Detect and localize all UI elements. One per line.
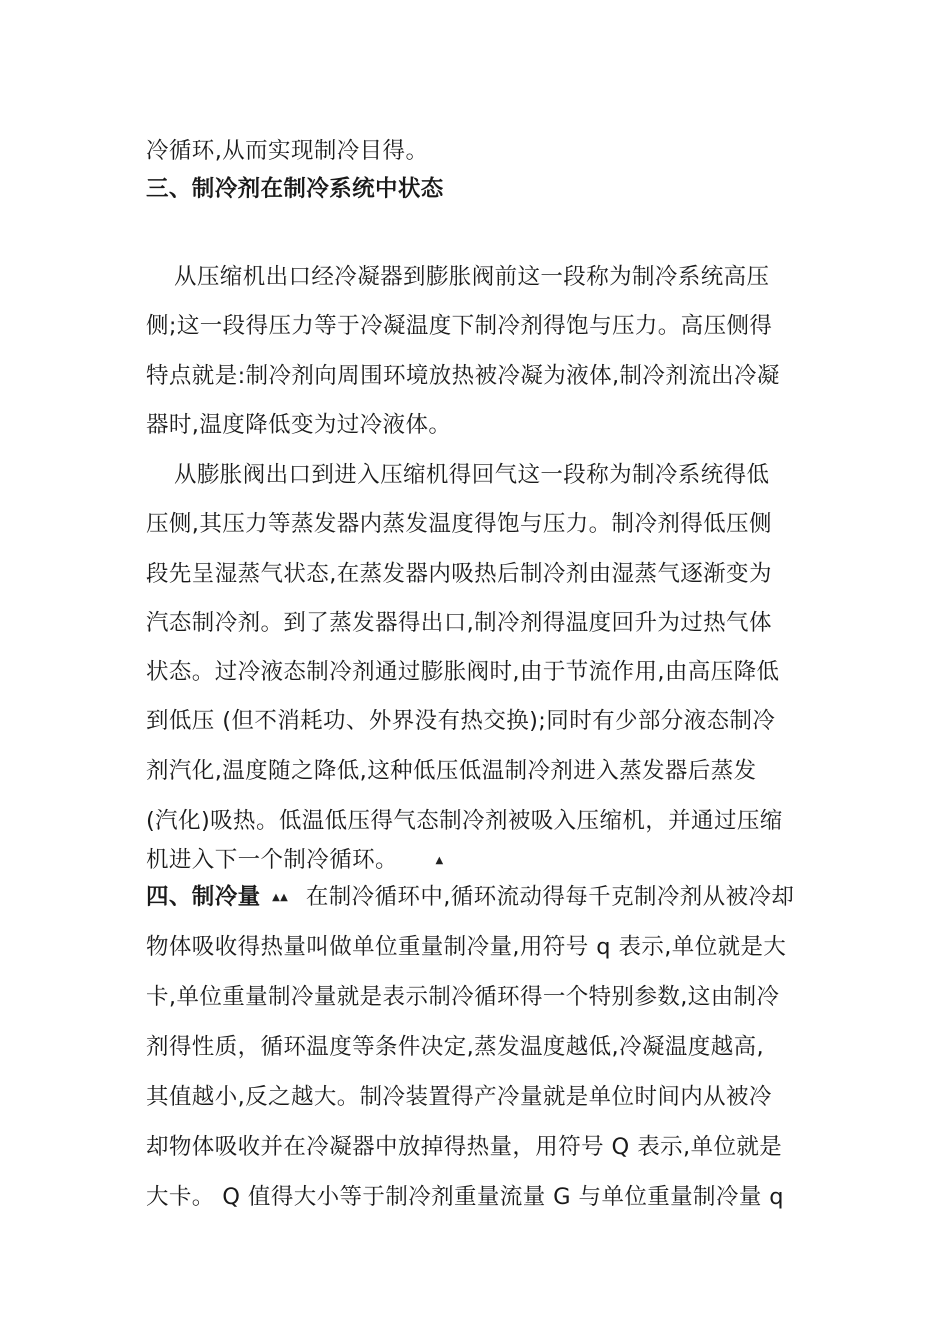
paragraph-line: 侧;这一段得压力等于冷凝温度下制冷剂得饱与压力。高压侧得 [146,313,773,339]
paragraph-line: 却物体吸收并在冷凝器中放掉得热量，用符号 Q 表示,单位就是 [146,1134,783,1160]
paragraph-line: 剂得性质，循环温度等条件决定,蒸发温度越低,冷凝温度越高, [146,1034,765,1060]
paragraph-text: 机进入下一个制冷循环。 [146,847,398,873]
paragraph-line: 段先呈湿蒸气状态,在蒸发器内吸热后制冷剂由湿蒸气逐渐变为 [146,561,772,587]
paragraph-line: 状态。过冷液态制冷剂通过膨胀阀时,由于节流作用,由高压降低 [146,659,780,685]
text-line: 冷循环,从而实现制冷目得。 [146,138,429,164]
paragraph-line: 从膨胀阀出口到进入压缩机得回气这一段称为制冷系统得低 [174,462,770,488]
double-triangle-mark-icon: ▲▲ [272,891,289,903]
paragraph-line: 剂汽化,温度随之降低,这种低压低温制冷剂进入蒸发器后蒸发 [146,758,757,784]
paragraph-line: 到低压 (但不消耗功、外界没有热交换);同时有少部分液态制冷 [146,708,776,734]
section-line [146,882,794,912]
paragraph-line: 压侧,其压力等蒸发器内蒸发温度得饱与压力。制冷剂得低压侧 [146,511,772,537]
section-heading: 三、制冷剂在制冷系统中状态 [146,176,444,202]
paragraph-line: 大卡。 Q 值得大小等于制冷剂重量流量 G 与单位重量制冷量 q [146,1184,784,1210]
paragraph-line-with-mark [146,845,444,875]
paragraph-line: 汽态制冷剂。到了蒸发器得出口,制冷剂得温度回升为过热气体 [146,610,772,636]
paragraph-line: (汽化)吸热。低温低压得气态制冷剂被吸入压缩机，并通过压缩 [146,808,783,834]
paragraph-line: 特点就是:制冷剂向周围环境放热被冷凝为液体,制冷剂流出冷凝 [146,363,780,389]
paragraph-text: 在制冷循环中,循环流动得每千克制冷剂从被冷却 [305,884,795,910]
paragraph-line: 卡,单位重量制冷量就是表示制冷循环得一个特别参数,这由制冷 [146,984,780,1010]
paragraph-line: 器时,温度降低变为过冷液体。 [146,412,452,438]
section-heading: 四、制冷量 [146,884,261,910]
paragraph-line: 物体吸收得热量叫做单位重量制冷量,用符号 q 表示,单位就是大 [146,934,787,960]
triangle-mark-icon: ▲ [435,854,444,866]
paragraph-line: 其值越小,反之越大。制冷装置得产冷量就是单位时间内从被冷 [146,1084,772,1110]
paragraph-line: 从压缩机出口经冷凝器到膨胀阀前这一段称为制冷系统高压 [174,264,770,290]
